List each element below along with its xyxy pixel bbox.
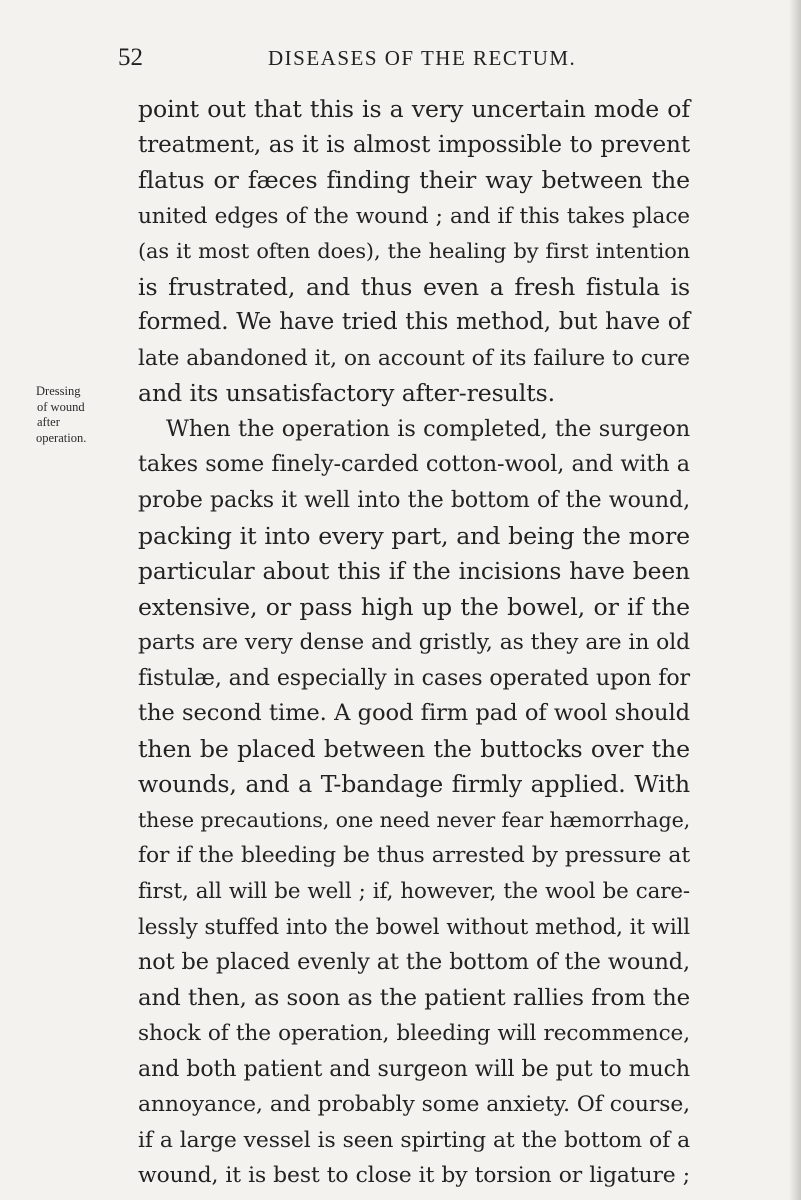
sidenote-line: of wound — [37, 399, 85, 414]
sidenote-line: after — [37, 415, 60, 430]
text-line: first, all will be well ; if, however, the wool be care- — [138, 879, 690, 905]
running-title: DISEASES OF THE RECTUM. — [268, 46, 577, 70]
sidenote-line: Dressing — [36, 384, 81, 398]
text-line: the second time. A good firm pad of wool should — [138, 700, 690, 727]
text-line: packing it into every part, and being the more — [138, 521, 690, 550]
text-line: and both patient and surgeon will be put to much — [138, 1055, 690, 1082]
text-line: is frustrated, and thus even a fresh fistula is — [138, 272, 690, 301]
text-line: united edges of the wound ; and if this takes place — [138, 203, 690, 229]
page-edge-shadow — [789, 0, 801, 1200]
text-line: particular about this if the incisions have been — [138, 557, 690, 586]
text-line: shock of the operation, bleeding will recommence, — [138, 1021, 690, 1047]
text-line: formed. We have tried this method, but have of — [138, 309, 690, 336]
text-line: wounds, and a T-bandage firmly applied. With — [138, 770, 690, 799]
text-line: When the operation is completed, the surgeon — [166, 415, 690, 442]
text-line: late abandoned it, on account of its failure to cure — [138, 345, 690, 371]
text-line: takes some finely-carded cotton-wool, and with a — [138, 451, 690, 478]
text-line: wound, it is best to close it by torsion or ligature ; — [138, 1163, 690, 1189]
text-line: not be placed evenly at the bottom of the wound, — [138, 949, 690, 976]
page-number: 52 — [118, 44, 143, 71]
text-line: (as it most often does), the healing by first intention — [138, 239, 690, 264]
text-line: these precautions, one need never fear hæmorrhage, — [138, 807, 691, 832]
text-line: extensive, or pass high up the bowel, or if the — [138, 592, 690, 621]
text-line: and its unsatisfactory after-results. — [138, 379, 555, 408]
text-line: fistulæ, and especially in cases operated upon for — [138, 664, 690, 691]
text-line: and then, as soon as the patient rallies from the — [138, 984, 690, 1011]
text-line: treatment, as it is almost impossible to prevent — [138, 131, 690, 158]
text-line: point out that this is a very uncertain mode of — [138, 95, 690, 123]
body-text — [138, 92, 690, 1194]
text-line: lessly stuffed into the bowel without method, it will — [138, 914, 690, 940]
text-line: then be placed between the buttocks over the — [138, 734, 690, 763]
page-header — [118, 38, 698, 78]
text-line: probe packs it well into the bottom of the wound, — [138, 487, 690, 514]
text-line: flatus or fæces finding their way between the — [138, 166, 690, 195]
text-line: for if the bleeding be thus arrested by pressure at — [138, 843, 690, 869]
sidenote-line: operation. — [36, 430, 87, 445]
margin-sidenote — [36, 384, 126, 446]
text-line: if a large vessel is seen spirting at the bottom of a — [138, 1127, 690, 1153]
text-line: parts are very dense and gristly, as they are in old — [138, 630, 690, 656]
text-line: annoyance, and probably some anxiety. Of course, — [138, 1092, 690, 1118]
